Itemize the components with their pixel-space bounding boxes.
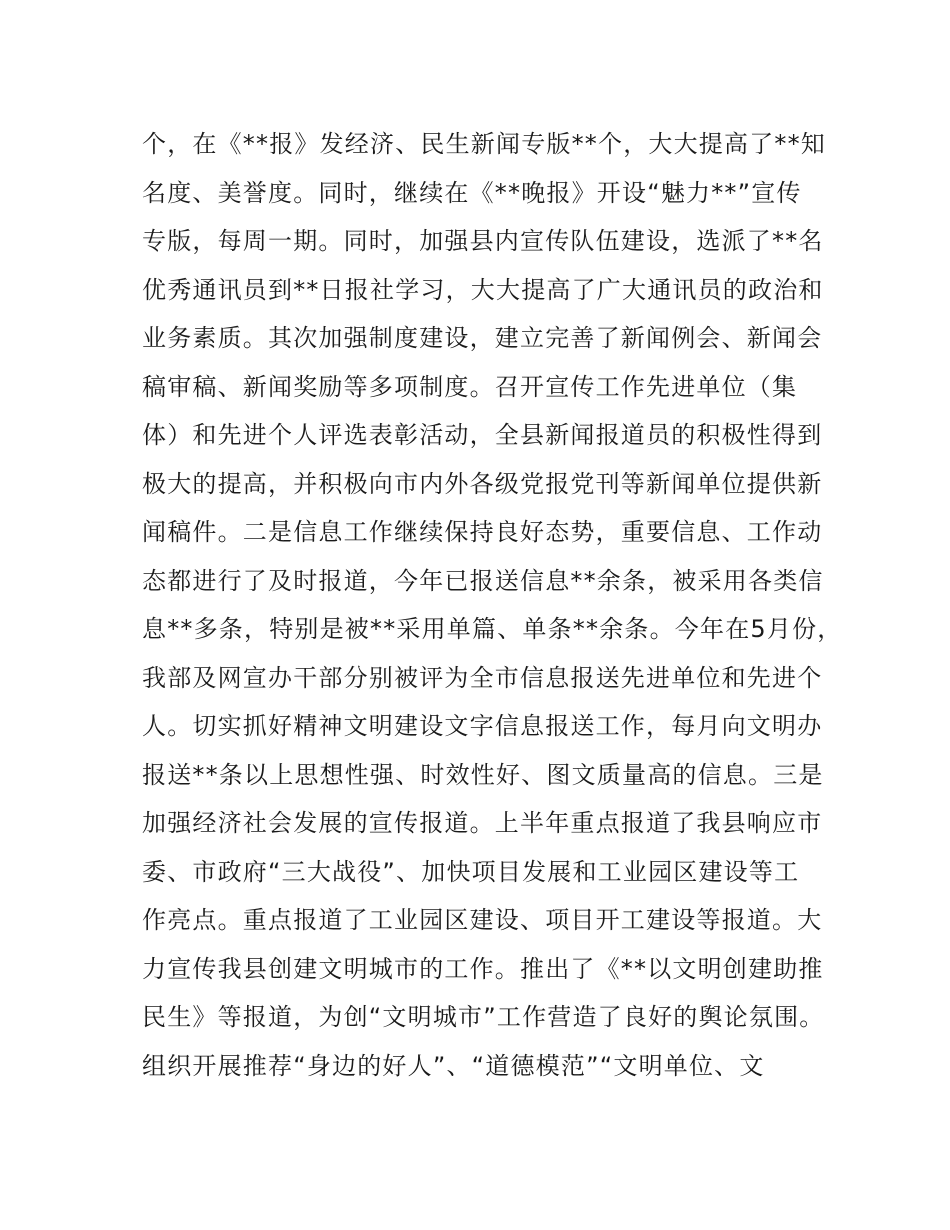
- text-line: 力宣传我县创建文明城市的工作。推出了《**以文明创建助推: [142, 954, 824, 983]
- text-line: 作亮点。重点报道了工业园区建设、项目开工建设等报道。大: [142, 906, 823, 934]
- text-line: 报送**条以上思想性强、时效性好、图文质量高的信息。三是: [142, 760, 824, 789]
- text-line: 闻稿件。二是信息工作继续保持良好态势，重要信息、工作动: [142, 518, 823, 546]
- body-text: [142, 120, 842, 1090]
- text-line: 我部及网宣办干部分别被评为全市信息报送先进单位和先进个: [142, 663, 823, 692]
- text-line: 名度、美誉度。同时，继续在《**晚报》开设“魅力**”宣传: [142, 178, 802, 207]
- text-line: 体）和先进个人评选表彰活动，全县新闻报道员的积极性得到: [142, 421, 823, 449]
- text-line: 专版，每周一期。同时，加强县内宣传队伍建设，选派了**名: [142, 227, 824, 255]
- text-line: 极大的提高，并积极向市内外各级党报党刊等新闻单位提供新: [142, 469, 823, 498]
- text-line: 息**多条，特别是被**采用单篇、单条**余条。今年在5月份，: [142, 615, 843, 643]
- text-line: 组织开展推荐“身边的好人”、“道德模范”“文明单位、文: [142, 1051, 765, 1080]
- text-line: 加强经济社会发展的宣传报道。上半年重点报道了我县响应市: [142, 809, 823, 837]
- text-line: 民生》等报道，为创“文明城市”工作营造了良好的舆论氛围。: [142, 1003, 825, 1031]
- text-line: 业务素质。其次加强制度建设，建立完善了新闻例会、新闻会: [142, 324, 823, 352]
- text-line: 稿审稿、新闻奖励等多项制度。召开宣传工作先进单位（集: [142, 372, 798, 401]
- text-line: 委、市政府“三大战役”、加快项目发展和工业园区建设等工: [142, 857, 800, 886]
- text-line: 态都进行了及时报道，今年已报送信息**余条，被采用各类信: [142, 566, 824, 595]
- text-line: 个，在《**报》发经济、民生新闻专版**个，大大提高了**知: [142, 130, 826, 158]
- text-line: 人。切实抓好精神文明建设文字信息报送工作，每月向文明办: [142, 712, 823, 740]
- text-line: 优秀通讯员到**日报社学习，大大提高了广大通讯员的政治和: [142, 275, 824, 304]
